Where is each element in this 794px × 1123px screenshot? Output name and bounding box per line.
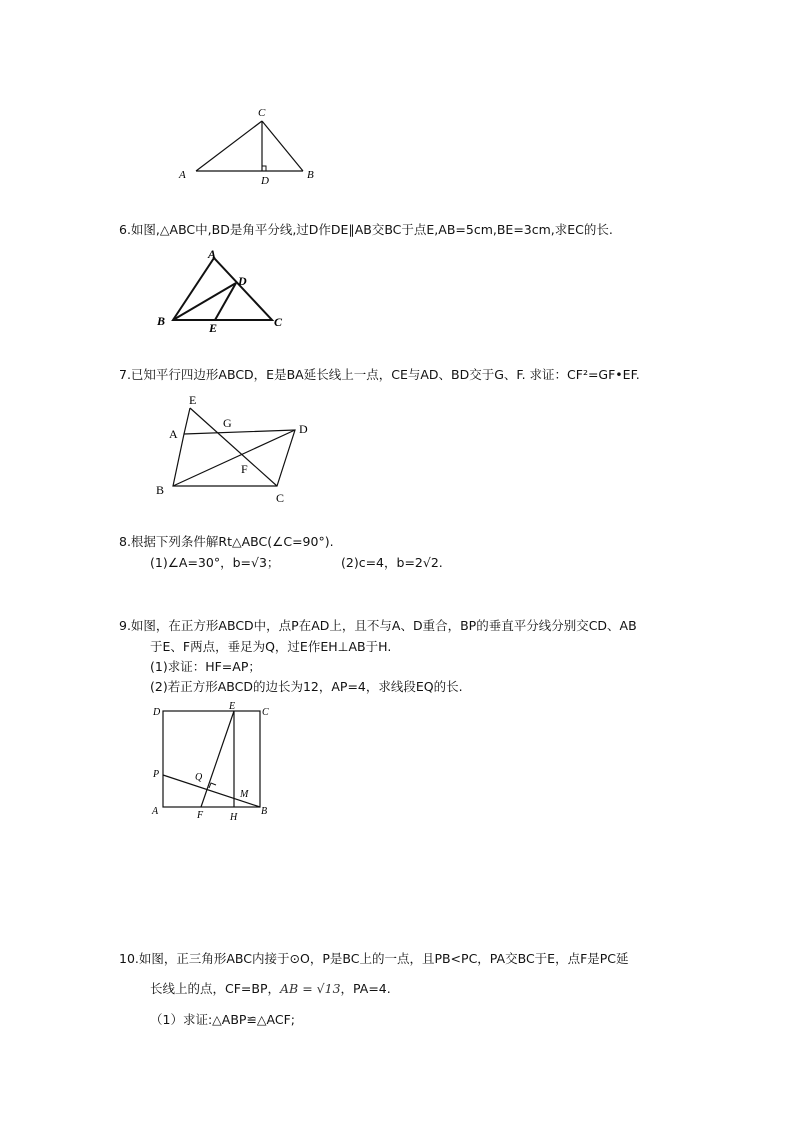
label-G: G: [223, 416, 232, 430]
label-D: D: [238, 274, 247, 288]
label-E: E: [189, 393, 197, 407]
label-F: F: [241, 462, 248, 476]
label-D: D: [261, 175, 269, 187]
label-A: A: [179, 169, 186, 181]
label-F: F: [197, 810, 204, 821]
label-B: B: [261, 806, 268, 817]
question-8-part-2: (2)c=4，b=2√2.: [341, 555, 443, 570]
label-M: M: [240, 789, 249, 800]
question-10-line-2-text-b: ，PA=4.: [340, 981, 391, 996]
label-B: B: [157, 314, 166, 328]
q7-parallelogram-figure: [150, 388, 320, 508]
label-H: H: [230, 812, 238, 823]
question-6-text: 6.如图,△ABC中,BD是角平分线,过D作DE∥AB交BC于点E,AB=5cm,BE=3cm,求EC的长.: [119, 222, 613, 237]
label-C: C: [274, 315, 283, 329]
label-B: B: [156, 483, 165, 497]
q9-square-figure: [145, 700, 280, 825]
label-A: A: [152, 806, 159, 817]
question-10-line-2-text-a: 长线上的点，CF=BP，: [150, 981, 281, 996]
question-9-subquestion-2: (2)若正方形ABCD的边长为12，AP=4，求线段EQ的长.: [150, 679, 463, 694]
label-B: B: [307, 169, 314, 181]
question-7-text: 7.已知平行四边形ABCD，E是BA延长线上一点，CE与AD、BD交于G、F. 求证：CF²=GF•EF.: [119, 367, 640, 382]
ab-formula: AB = √13: [280, 981, 341, 996]
label-A: A: [169, 427, 178, 441]
question-9-line-1: 9.如图，在正方形ABCD中，点P在AD上，且不与A、D重合，BP的垂直平分线分别交CD、AB: [119, 618, 637, 633]
question-9-line-2: 于E、F两点，垂足为Q，过E作EH⊥AB于H.: [150, 639, 392, 654]
question-9-subquestion-1: (1)求证：HF=AP；: [150, 659, 261, 674]
question-10-line-1: 10.如图，正三角形ABC内接于⊙O，P是BC上的一点，且PB<PC，PA交BC于E，点F是PC延: [119, 951, 629, 966]
label-E: E: [209, 321, 218, 335]
triangle-altitude-figure: [170, 100, 330, 190]
question-10-subquestion-1: （1）求证:△ABP≌△ACF;: [150, 1012, 295, 1027]
label-A: A: [208, 247, 217, 261]
label-C: C: [276, 491, 285, 505]
question-8-text: 8.根据下列条件解Rt△ABC(∠C=90°).: [119, 534, 334, 549]
q6-triangle-figure: [150, 243, 295, 335]
label-P: P: [153, 769, 160, 780]
question-10-line-2: [150, 983, 391, 996]
label-Q: Q: [195, 772, 203, 783]
label-C: C: [262, 707, 269, 718]
label-C: C: [258, 107, 266, 119]
label-D: D: [299, 422, 308, 436]
label-D: D: [153, 707, 161, 718]
question-8-part-1: (1)∠A=30°，b=√3；: [150, 555, 280, 570]
label-E: E: [229, 701, 236, 712]
